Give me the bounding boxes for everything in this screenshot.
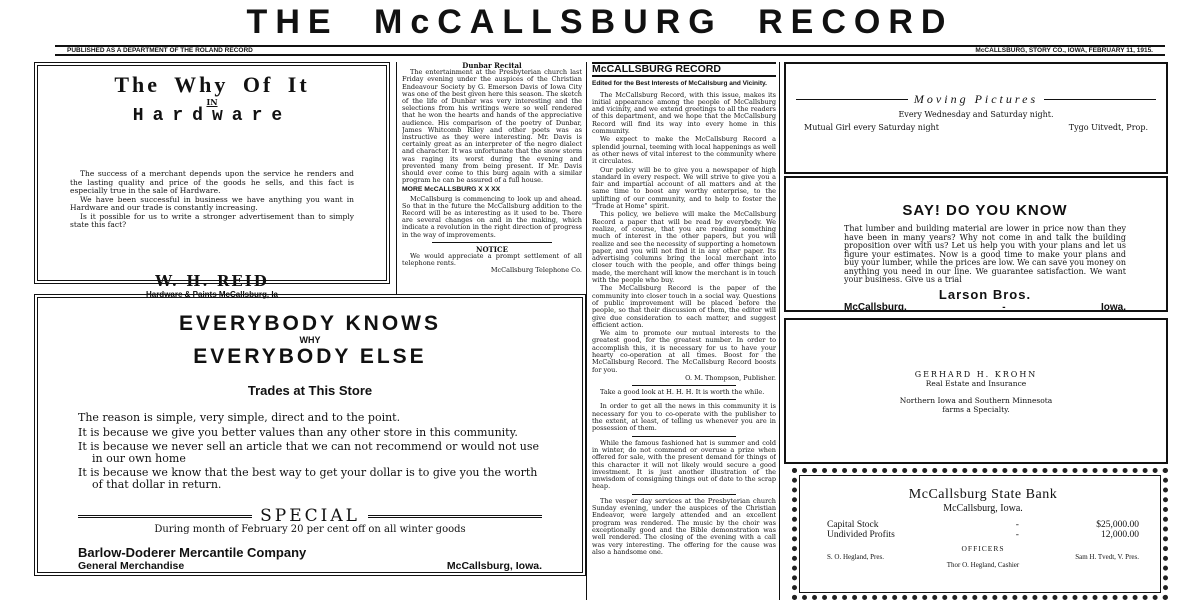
- moving-pictures-proprietor: Tygo Uitvedt, Prop.: [1068, 123, 1148, 132]
- publication-line: [55, 45, 1165, 56]
- record-paragraph: Take a good look at H. H. H. It is worth the while.: [600, 388, 765, 397]
- more-mccallsburg-text: McCallsburg is commencing to look up and ahead. So that in the future the McCallsburg addition to the Record will be as interesting as it used to be. There are several changes on and in the making, which indicate a revolution in the right direction of progress in the way of improvements.: [402, 194, 582, 239]
- lumber-ad-body: That lumber and building material are lower in price now than they have been in many years? Why not come in and talk the building proposition over with us? Let us help you with your plans and let us figure your estimates. Now is a good time to make your plans and buy your lumber, while the prices are low. We can save you money on anything you need in our line. We guarantee satisfaction. We want your business. Give us a trial: [844, 224, 1126, 284]
- record-paragraph: We expect to make the McCallsburg Record a splendid journal, teeming with local happenings as well as other news of vital interest to the community where it circulates.: [592, 135, 776, 166]
- krohn-ad-line: Northern Iowa and Southern Minnesota: [899, 396, 1053, 405]
- special-offer: During month of February 20 per cent off on all winter goods: [154, 524, 466, 535]
- krohn-ad-name: GERHARD H. KROHN: [914, 370, 1038, 379]
- hardware-ad-name: W. H. REID: [155, 271, 269, 290]
- mercantile-ad-reason: The reason is simple, very simple, direct and to the point.: [78, 411, 401, 424]
- mercantile-ad-headline-1: EVERYBODY KNOWS: [178, 312, 442, 335]
- hardware-ad-subtitle: Hardware: [132, 106, 292, 126]
- special-banner: [78, 506, 542, 526]
- company-details: [78, 560, 542, 572]
- news-column-2: [402, 62, 582, 294]
- dateline: McCALLSBURG, STORY CO., IOWA, FEBRUARY 11, 1915.: [975, 47, 1153, 54]
- dash: -: [1015, 530, 1019, 540]
- moving-pictures-feature: Mutual Girl every Saturday night: [804, 123, 939, 132]
- divider: [632, 399, 736, 400]
- profits-value: 12,000.00: [1101, 530, 1139, 540]
- lumber-ad-state: Iowa.: [1100, 301, 1126, 313]
- profits-label: Undivided Profits: [827, 530, 895, 540]
- column-divider: [586, 62, 587, 600]
- record-paragraph: Our policy will be to give you a newspaper of high standard in every respect. We will strive to give you a fair and impartial account of all matters and at the same time to boost any worthy enterprise, to the uplifting of our community, and to help to foster the "Trade at Home" spirit.: [592, 165, 776, 211]
- dunbar-recital-heading: Dunbar Recital: [462, 62, 522, 70]
- officer: S. O. Hegland, Pres.: [827, 553, 884, 561]
- hardware-ad-paragraph: We have been successful in business we have anything you want in Hardware and our trade is constantly increasing.: [70, 194, 354, 212]
- record-edited-note: Edited for the Best Interests of McCallsburg and Vicinity.: [592, 80, 767, 88]
- divider: [432, 242, 552, 243]
- record-paragraph: The vesper day services at the Presbyterian church Sunday evening, under the auspices of the Christian Endeavor, were largely attended and an excellent program was rendered. The music by the choir was exceptionally good and the Bible demonstration was well rendered. The closing of the evening with a call was very interesting. The offering for the cause was also a handsome one.: [592, 496, 776, 556]
- bank-figure-row: [827, 520, 1139, 530]
- column-divider: [396, 62, 397, 294]
- dunbar-recital-text: The entertainment at the Presbyterian church last Friday evening under the auspices of the Christian Endeavour Society by G. Emerson Davis of Iowa City was one of the best given here this season. The sketch of the life of Dunbar was very interesting and the selections from his writings were so well rendered that he won the hearts and hands of the appreciative audience. His comparison of the poetry of Dunbar, James Whitcomb Riley and other poets was as instructive as they were interesting. Mr. Davis is certainly great as an interpreter of the negro dialect and character. It was unfortunate that the snow storm was raging its worst during the evening and prevented many from being present. If Mr. Davis should ever come to this burg again with a similar program he can be assured of a full house.: [402, 68, 582, 185]
- divider: [632, 385, 736, 386]
- record-paragraph: The McCallsburg Record is the paper of the community into closer touch in a social way. Questions of public improvement will be placed before the people, so that their discussion of them, the editor will give due consideration to each matter, and suggest efficient action.: [592, 284, 776, 329]
- title-rule: [796, 99, 908, 100]
- moving-pictures-title-row: [796, 92, 1156, 107]
- company-type: General Merchandise: [78, 560, 185, 572]
- bank-figure-row: [827, 530, 1139, 540]
- mercantile-ad-reason: It is because we give you better values than any other store in this community.: [78, 425, 518, 439]
- special-label: SPECIAL: [260, 506, 360, 526]
- officers-heading: OFFICERS: [961, 544, 1005, 553]
- masthead-title: THE McCALLSBURG RECORD: [246, 2, 954, 41]
- record-paragraph: This policy, we believe will make the McCallsburg Record a paper that will be read by everybody. We realize, of course, that you are reading something much of interest in the other papers, but you will realize and see the necessity of supporting a hometown paper, and you will not find it in any other paper. Its advertising columns bring the local merchant into closer touch with the people, and offer things being made, the merchant will know the merchant is in touch with the people who buy.: [592, 210, 776, 285]
- special-rule-right: [368, 515, 542, 518]
- special-rule-left: [78, 515, 252, 518]
- moving-pictures-title: Moving Pictures: [913, 92, 1039, 106]
- hardware-ad-body: [70, 170, 354, 230]
- hardware-ad-in: IN: [206, 97, 218, 107]
- dash: -: [1015, 520, 1019, 530]
- krohn-ad-line: Real Estate and Insurance: [925, 379, 1027, 388]
- published-note: PUBLISHED AS A DEPARTMENT OF THE ROLAND RECORD: [67, 47, 253, 54]
- lumber-ad-town: McCallsburg.: [844, 301, 907, 313]
- lumber-ad-name: Larson Bros.: [938, 286, 1032, 302]
- record-paragraph: In order to get all the news in this community it is necessary for you to co-operate with the publisher to the extent, at least, of telling us whenever you are in possession of them.: [592, 402, 776, 433]
- bank-ad: [792, 468, 1168, 600]
- publisher-signature: O. M. Thompson, Publisher.: [685, 373, 776, 382]
- hardware-ad-paragraph: Is it possible for us to write a stronger advertisement than to simply state this fact?: [70, 211, 354, 229]
- hardware-ad-title: The Why Of It: [114, 72, 310, 97]
- mercantile-ad: [34, 294, 586, 576]
- lumber-ad-dash: -: [1002, 301, 1006, 313]
- mercantile-ad-subhead: Trades at This Store: [247, 383, 373, 398]
- record-paragraph: While the famous fashioned hat is summer and cold in winter, do not commend or overuse a prize when offered for sale, with the present demand for things of this character it will not likely would secure a good investment. It is just another illustration of the unwisdom of consigning things out of date to the scrap heap.: [592, 438, 776, 491]
- moving-pictures-details: [796, 123, 1156, 132]
- moving-pictures-schedule: Every Wednesday and Saturday night.: [898, 110, 1054, 119]
- officer: Sam H. Tvedt, V. Pres.: [1075, 553, 1139, 561]
- officers-line: [827, 553, 1139, 561]
- news-column-3: [592, 62, 776, 600]
- divider: [632, 436, 736, 437]
- krohn-ad: [784, 318, 1168, 464]
- divider: [632, 494, 736, 495]
- company-location: McCallsburg, Iowa.: [446, 560, 542, 572]
- record-column-title: McCALLSBURG RECORD: [592, 62, 776, 77]
- hardware-ad: [34, 62, 390, 299]
- more-mccallsburg-heading: MORE McCALLSBURG X X XX: [402, 186, 501, 194]
- notice-text: We would appreciate a prompt settlement of all telephone rents.: [402, 252, 582, 268]
- notice-signature: McCallsburg Telephone Co.: [490, 266, 582, 275]
- company-name: Barlow-Doderer Mercantile Company: [78, 545, 307, 560]
- mercantile-ad-headline-2: EVERYBODY ELSE: [193, 345, 427, 368]
- mercantile-ad-reason: It is because we never sell an article that we can not recommend or would not use in our own home: [78, 440, 539, 465]
- record-paragraph: We aim to promote our mutual interests to the greatest good, for the greatest number. In order to accomplish this, it is necessary for us to have your hearty co-operation at all times. Boost for the McCallsburg Record. The McCallsburg Record boosts for you.: [592, 329, 776, 374]
- lumber-ad-title: SAY! DO YOU KNOW: [902, 202, 1068, 219]
- lumber-ad: [784, 176, 1168, 312]
- mercantile-ad-reason: It is because we know that the best way to get your dollar is to give you the worth of that dollar in return.: [78, 466, 538, 491]
- lumber-ad-location: [844, 302, 1126, 313]
- record-paragraph: The McCallsburg Record, with this issue, makes its initial appearance among the people of McCallsburg and vicinity, and we extend greetings to all the readers of this department, and we hope that the McCallsburg Record will find its way into every home in this community.: [592, 90, 776, 136]
- column-divider: [779, 62, 780, 600]
- moving-pictures-ad: [784, 62, 1168, 174]
- hardware-ad-paragraph: The success of a merchant depends upon the service he renders and the lasting quality and price of the goods he sells, and this fact is especially true in the sale of Hardware.: [70, 169, 354, 195]
- notice-heading: NOTICE: [476, 244, 508, 254]
- title-rule: [1044, 99, 1156, 100]
- bank-name: McCallsburg State Bank: [908, 487, 1058, 502]
- bank-figures: [827, 520, 1139, 540]
- capital-value: $25,000.00: [1096, 520, 1139, 530]
- bank-town: McCallsburg, Iowa.: [943, 503, 1023, 514]
- officer: Thor O. Hegland, Cashier: [946, 561, 1020, 569]
- capital-label: Capital Stock: [827, 520, 879, 530]
- officers-line: [827, 561, 1139, 569]
- hardware-ad-tagline: Hardware & Paints McCallsburg, Ia: [145, 289, 279, 299]
- krohn-ad-line: farms a Specialty.: [942, 405, 1010, 414]
- mercantile-ad-why: WHY: [299, 335, 321, 345]
